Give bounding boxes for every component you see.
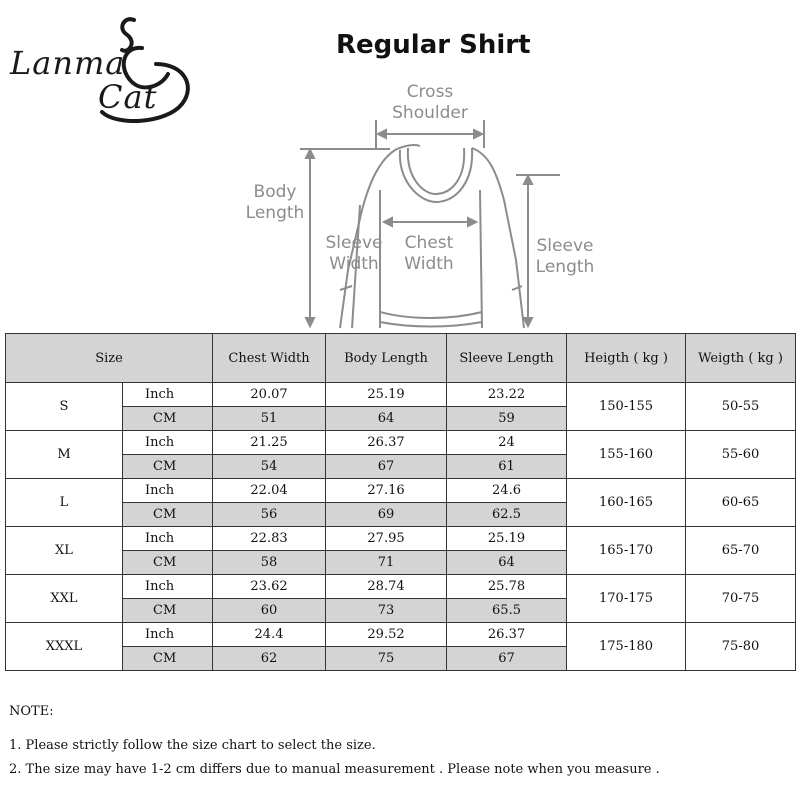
size-label: M	[6, 431, 123, 479]
height-range: 165-170	[567, 527, 686, 575]
unit-cm-label: CM	[123, 599, 213, 623]
unit-cm-label: CM	[123, 647, 213, 671]
unit-cm-label: CM	[123, 551, 213, 575]
sleeve-inch-value: 25.19	[447, 527, 567, 551]
header-height: Heigth ( kg )	[567, 334, 686, 383]
chest-cm-value: 56	[213, 503, 326, 527]
body-inch-value: 29.52	[326, 623, 447, 647]
chest-cm-value: 60	[213, 599, 326, 623]
size-label: XXXL	[6, 623, 123, 671]
weight-range: 55-60	[686, 431, 796, 479]
table-row-inch	[6, 623, 796, 647]
chest-inch-value: 21.25	[213, 431, 326, 455]
header-chest-width: Chest Width	[213, 334, 326, 383]
shirt-measurement-diagram	[230, 70, 630, 330]
table-row-inch	[6, 527, 796, 551]
height-range: 175-180	[567, 623, 686, 671]
weight-range: 60-65	[686, 479, 796, 527]
sleeve-inch-value: 25.78	[447, 575, 567, 599]
size-chart-table	[5, 333, 796, 671]
header-body-length: Body Length	[326, 334, 447, 383]
note-item-1: 1. Please strictly follow the size chart to select the size.	[9, 738, 376, 753]
body-inch-value: 25.19	[326, 383, 447, 407]
sleeve-inch-value: 26.37	[447, 623, 567, 647]
unit-inch-label: Inch	[123, 431, 213, 455]
height-range: 160-165	[567, 479, 686, 527]
sleeve-inch-value: 24.6	[447, 479, 567, 503]
body-cm-value: 73	[326, 599, 447, 623]
header-weight: Weigth ( kg )	[686, 334, 796, 383]
unit-cm-label: CM	[123, 455, 213, 479]
body-cm-value: 67	[326, 455, 447, 479]
sleeve-inch-value: 24	[447, 431, 567, 455]
chest-cm-value: 54	[213, 455, 326, 479]
label-sleeve-width: Sleeve Width	[325, 233, 383, 274]
label-chest-width: Chest Width	[404, 233, 454, 274]
body-cm-value: 69	[326, 503, 447, 527]
unit-inch-label: Inch	[123, 623, 213, 647]
brand-name-line1: Lanma	[10, 44, 126, 82]
body-inch-value: 27.16	[326, 479, 447, 503]
size-label: XL	[6, 527, 123, 575]
chest-cm-value: 51	[213, 407, 326, 431]
unit-inch-label: Inch	[123, 383, 213, 407]
body-cm-value: 75	[326, 647, 447, 671]
notes-section	[9, 700, 660, 782]
sleeve-cm-value: 59	[447, 407, 567, 431]
sleeve-cm-value: 67	[447, 647, 567, 671]
size-label: S	[6, 383, 123, 431]
sleeve-cm-value: 65.5	[447, 599, 567, 623]
table-row-inch	[6, 575, 796, 599]
body-inch-value: 26.37	[326, 431, 447, 455]
weight-range: 70-75	[686, 575, 796, 623]
unit-cm-label: CM	[123, 407, 213, 431]
page-title: Regular Shirt	[336, 30, 531, 60]
label-sleeve-length: Sleeve Length	[535, 236, 595, 277]
chest-cm-value: 58	[213, 551, 326, 575]
brand-name-line2: Cat	[98, 78, 158, 116]
size-label: L	[6, 479, 123, 527]
weight-range: 75-80	[686, 623, 796, 671]
sleeve-cm-value: 62.5	[447, 503, 567, 527]
table-row-inch	[6, 431, 796, 455]
header-size: Size	[6, 334, 213, 383]
chest-inch-value: 22.04	[213, 479, 326, 503]
sleeve-cm-value: 61	[447, 455, 567, 479]
sleeve-cm-value: 64	[447, 551, 567, 575]
height-range: 155-160	[567, 431, 686, 479]
table-header-row	[6, 334, 796, 383]
chest-inch-value: 22.83	[213, 527, 326, 551]
label-body-length: Body Length	[245, 182, 305, 223]
chest-inch-value: 20.07	[213, 383, 326, 407]
chest-cm-value: 62	[213, 647, 326, 671]
unit-inch-label: Inch	[123, 575, 213, 599]
body-inch-value: 27.95	[326, 527, 447, 551]
weight-range: 50-55	[686, 383, 796, 431]
unit-cm-label: CM	[123, 503, 213, 527]
height-range: 150-155	[567, 383, 686, 431]
body-cm-value: 71	[326, 551, 447, 575]
table-row-inch	[6, 479, 796, 503]
sleeve-inch-value: 23.22	[447, 383, 567, 407]
body-inch-value: 28.74	[326, 575, 447, 599]
notes-heading: NOTE:	[9, 704, 54, 719]
label-cross-shoulder: Cross Shoulder	[392, 82, 468, 123]
body-cm-value: 64	[326, 407, 447, 431]
unit-inch-label: Inch	[123, 527, 213, 551]
table-row-inch	[6, 383, 796, 407]
note-item-2: 2. The size may have 1-2 cm differs due to manual measurement . Please note when you measure .	[9, 762, 660, 777]
unit-inch-label: Inch	[123, 479, 213, 503]
size-label: XXL	[6, 575, 123, 623]
brand-logo	[6, 6, 196, 126]
chest-inch-value: 24.4	[213, 623, 326, 647]
height-range: 170-175	[567, 575, 686, 623]
weight-range: 65-70	[686, 527, 796, 575]
chest-inch-value: 23.62	[213, 575, 326, 599]
header-sleeve-length: Sleeve Length	[447, 334, 567, 383]
